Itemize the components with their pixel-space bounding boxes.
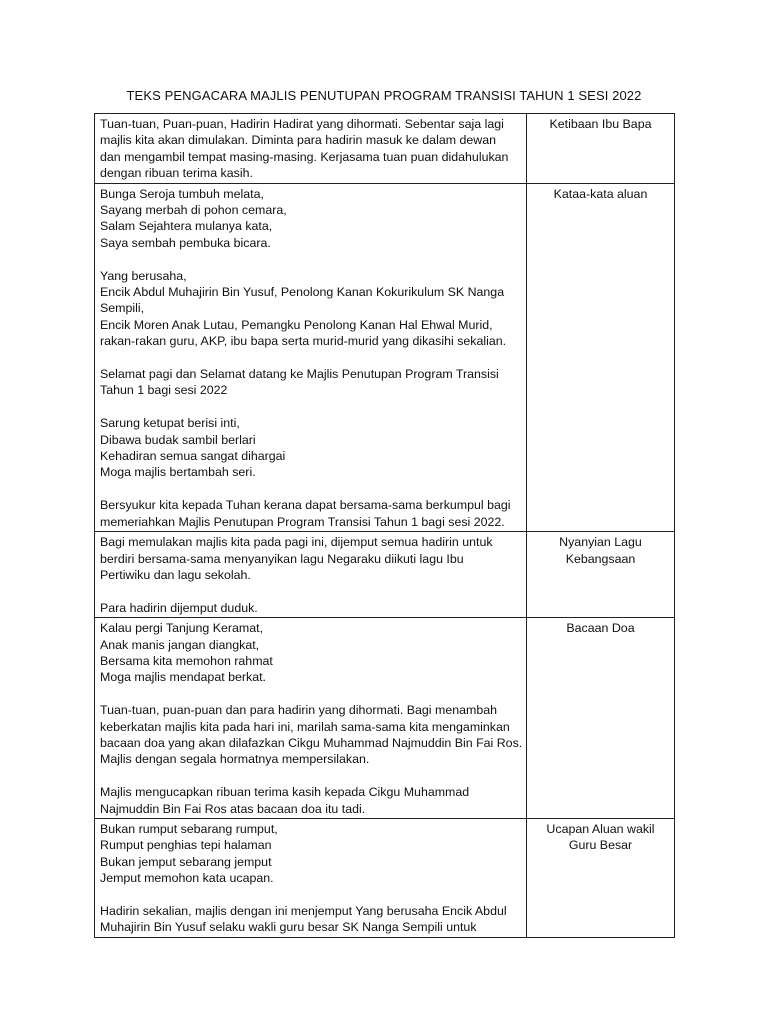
script-text-cell xyxy=(95,532,527,618)
script-line: Kalau pergi Tanjung Keramat, xyxy=(100,621,264,636)
agenda-label-text: Ketibaan Ibu Bapa xyxy=(549,117,652,131)
script-line-blank xyxy=(100,350,521,366)
script-line-blank xyxy=(100,887,521,903)
script-line: Bukan rumput sebarang rumput, xyxy=(100,821,278,836)
script-line: Bunga Seroja tumbuh melata, xyxy=(100,186,264,201)
script-line: Muhajirin Bin Yusuf selaku wakli guru besar SK Nanga Sempili untuk xyxy=(100,920,477,935)
script-line: Kehadiran semua sangat dihargai xyxy=(100,449,286,464)
script-line: Saya sembah pembuka bicara. xyxy=(100,235,271,250)
script-line: Rumput penghias tepi halaman xyxy=(100,838,272,853)
script-line: memeriahkan Majlis Penutupan Program Transisi Tahun 1 bagi sesi 2022. xyxy=(100,514,505,529)
agenda-label-text: Ucapan Aluan wakil xyxy=(546,821,655,836)
table-row xyxy=(95,532,675,618)
script-line-blank xyxy=(100,481,521,497)
script-line: bacaan doa yang akan dilafazkan Cikgu Muhammad Najmuddin Bin Fai Ros. xyxy=(100,735,523,750)
table-row xyxy=(95,818,675,937)
script-line: Majlis mengucapkan ribuan terima kasih kepada Cikgu Muhammad xyxy=(100,785,470,800)
script-line: keberkatan majlis kita pada hari ini, marilah sama-sama kita mengaminkan xyxy=(100,719,510,734)
agenda-label-text: Bacaan Doa xyxy=(566,621,635,636)
script-line: Bersyukur kita kepada Tuhan kerana dapat bersama-sama berkumpul bagi xyxy=(100,498,511,513)
script-line-blank xyxy=(100,583,521,599)
table-row xyxy=(95,618,675,819)
script-text-cell xyxy=(95,183,527,531)
script-line: Encik Moren Anak Lutau, Pemangku Penolong Kanan Hal Ehwal Murid, xyxy=(100,317,493,332)
script-line-blank xyxy=(100,768,521,784)
agenda-label-text: Nyanyian Lagu xyxy=(559,535,642,550)
agenda-item-label xyxy=(527,532,675,618)
table-row xyxy=(95,183,675,531)
script-line: Tuan-tuan, puan-puan dan para hadirin yang dihormati. Bagi menambah xyxy=(100,703,497,718)
script-line: Salam Sejahtera mulanya kata, xyxy=(100,219,273,234)
agenda-item-label xyxy=(527,818,675,937)
document-title: TEKS PENGACARA MAJLIS PENUTUPAN PROGRAM TRANSISI TAHUN 1 SESI 2022 xyxy=(126,88,642,103)
script-line: Moga majlis bertambah seri. xyxy=(100,465,256,480)
script-text-cell xyxy=(95,818,527,937)
script-line: Hadirin sekalian, majlis dengan ini menjemput Yang berusaha Encik Abdul xyxy=(100,903,507,918)
script-text-cell xyxy=(95,618,527,819)
script-text-cell xyxy=(95,114,527,184)
script-line: Dibawa budak sambil berlari xyxy=(100,432,256,447)
script-line-blank xyxy=(100,251,521,267)
script-line: Jemput memohon kata ucapan. xyxy=(100,871,274,886)
script-line: Yang berusaha, xyxy=(100,268,187,283)
script-line: Anak manis jangan diangkat, xyxy=(100,637,260,652)
agenda-label-text: Kataa-kata aluan xyxy=(553,186,648,201)
script-line: Sarung ketupat berisi inti, xyxy=(100,416,240,431)
script-line: majlis kita akan dimulakan. Diminta para hadirin masuk ke dalam dewan xyxy=(100,133,496,148)
script-line: Encik Abdul Muhajirin Bin Yusuf, Penolong Kanan Kokurikulum SK Nanga xyxy=(100,285,505,300)
script-line: dengan ribuan terima kasih. xyxy=(100,166,253,181)
script-line: Majlis dengan segala hormatnya mempersilakan. xyxy=(100,752,370,767)
table-row xyxy=(95,114,675,184)
script-line-blank xyxy=(100,686,521,702)
agenda-item-label xyxy=(527,114,675,184)
script-line: dan mengambil tempat masing-masing. Kerjasama tuan puan didahulukan xyxy=(100,149,509,164)
script-line: Tuan-tuan, Puan-puan, Hadirin Hadirat yang dihormati. Sebentar saja lagi xyxy=(100,117,504,131)
script-line: Bukan jemput sebarang jemput xyxy=(100,854,272,869)
agenda-label-text: Guru Besar xyxy=(568,838,633,853)
script-line: Najmuddin Bin Fai Ros atas bacaan doa itu tadi. xyxy=(100,801,366,816)
script-line: Sempili, xyxy=(100,301,145,316)
script-line: Selamat pagi dan Selamat datang ke Majlis Penutupan Program Transisi xyxy=(100,367,499,382)
script-line: rakan-rakan guru, AKP, ibu bapa serta murid-murid yang dikasihi sekalian. xyxy=(100,334,507,349)
script-line: Pertiwiku dan lagu sekolah. xyxy=(100,567,251,582)
agenda-item-label xyxy=(527,183,675,531)
script-line: Tahun 1 bagi sesi 2022 xyxy=(100,383,228,398)
script-line: Bagi memulakan majlis kita pada pagi ini, dijemput semua hadirin untuk xyxy=(100,535,493,550)
agenda-label-text: Kebangsaan xyxy=(565,551,636,566)
script-line: Para hadirin dijemput duduk. xyxy=(100,600,258,615)
script-line: Moga majlis mendapat berkat. xyxy=(100,670,266,685)
script-line: Bersama kita memohon rahmat xyxy=(100,653,273,668)
script-line: Sayang merbah di pohon cemara, xyxy=(100,203,287,218)
script-table xyxy=(94,113,675,938)
script-line-blank xyxy=(100,399,521,415)
script-line: berdiri bersama-sama menyanyikan lagu Negaraku diikuti lagu Ibu xyxy=(100,551,464,566)
agenda-item-label xyxy=(527,618,675,819)
